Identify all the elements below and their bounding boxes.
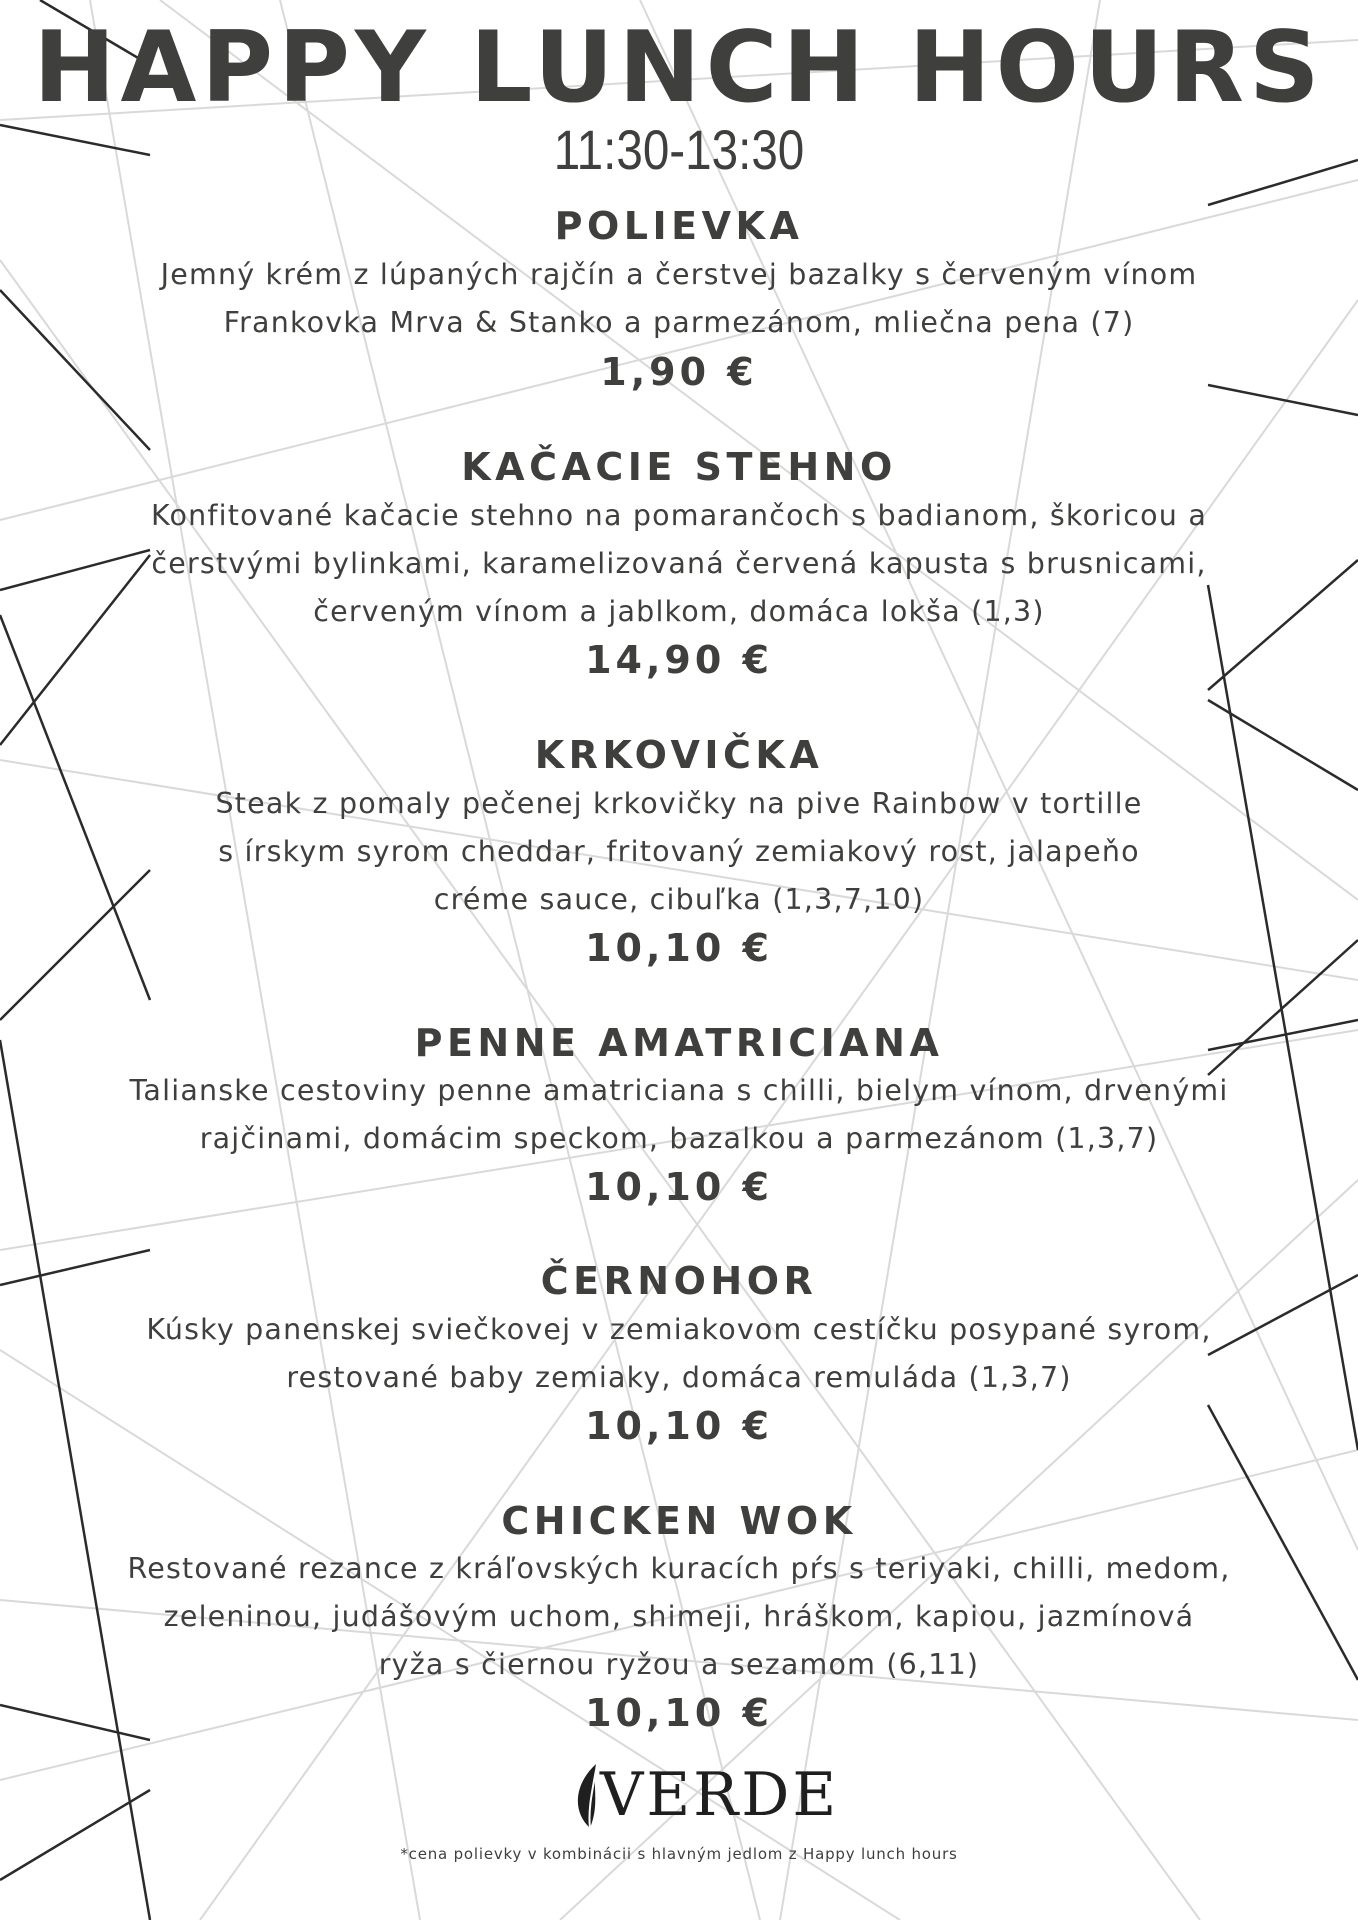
dish-price: 1,90 €: [600, 350, 758, 394]
dish-title: CHICKEN WOK: [501, 1499, 857, 1543]
dish-title: POLIEVKA: [554, 204, 804, 248]
dish-description: Restované rezance z kráľovských kuracích pŕs s teriyaki, chilli, medom, zeleninou, judášovým uchom, shimeji, hráškom, kapiou, jazmínová ryža s čiernou ryžou a sezamom (6,11): [127, 1552, 1231, 1681]
dish-description: Kúsky panenskej sviečkovej v zemiakovom cestíčku posypané syrom, restované baby zemiaky, domáca remuláda (1,3,7): [146, 1313, 1212, 1394]
dish-price: 10,10 €: [585, 1691, 773, 1735]
dish-title: ČERNOHOR: [540, 1259, 818, 1303]
dish-description: Talianske cestoviny penne amatriciana s chilli, bielym vínom, drvenými rajčinami, domácim speckom, bazalkou a parmezánom (1,3,7): [129, 1074, 1229, 1155]
dish-price: 10,10 €: [585, 1404, 773, 1448]
dish-description: Konfitované kačacie stehno na pomarančoch s badianom, škoricou a čerstvými bylinkami, karamelizovaná červená kapusta s brusnicami, červeným vínom a jablkom, domáca lokša (1,3): [151, 499, 1207, 628]
dish-description: Steak z pomaly pečenej krkovičky na pive Rainbow v tortille s írskym syrom cheddar, fritovaný zemiakový rost, jalapeňo créme sauce, cibuľka (1,3,7,10): [215, 787, 1143, 916]
dish-title: KAČACIE STEHNO: [461, 445, 897, 489]
opening-hours: 11:30-13:30: [553, 118, 805, 181]
dish-description: Jemný krém z lúpaných rajčín a čerstvej bazalky s červeným vínom Frankovka Mrva & Stanko a parmezánom, mliečna pena (7): [160, 258, 1198, 339]
page-title: HAPPY LUNCH HOURS: [33, 11, 1325, 125]
dish-price: 14,90 €: [585, 638, 773, 682]
dish-title: KRKOVIČKA: [534, 733, 824, 777]
dish-price: 10,10 €: [585, 1165, 773, 1209]
dish-price: 10,10 €: [585, 926, 773, 970]
brand-logo-text: VERDE: [600, 1760, 840, 1830]
footnote: *cena polievky v kombinácii s hlavným jedlom z Happy lunch hours: [400, 1845, 958, 1863]
dish-title: PENNE AMATRICIANA: [414, 1021, 944, 1065]
